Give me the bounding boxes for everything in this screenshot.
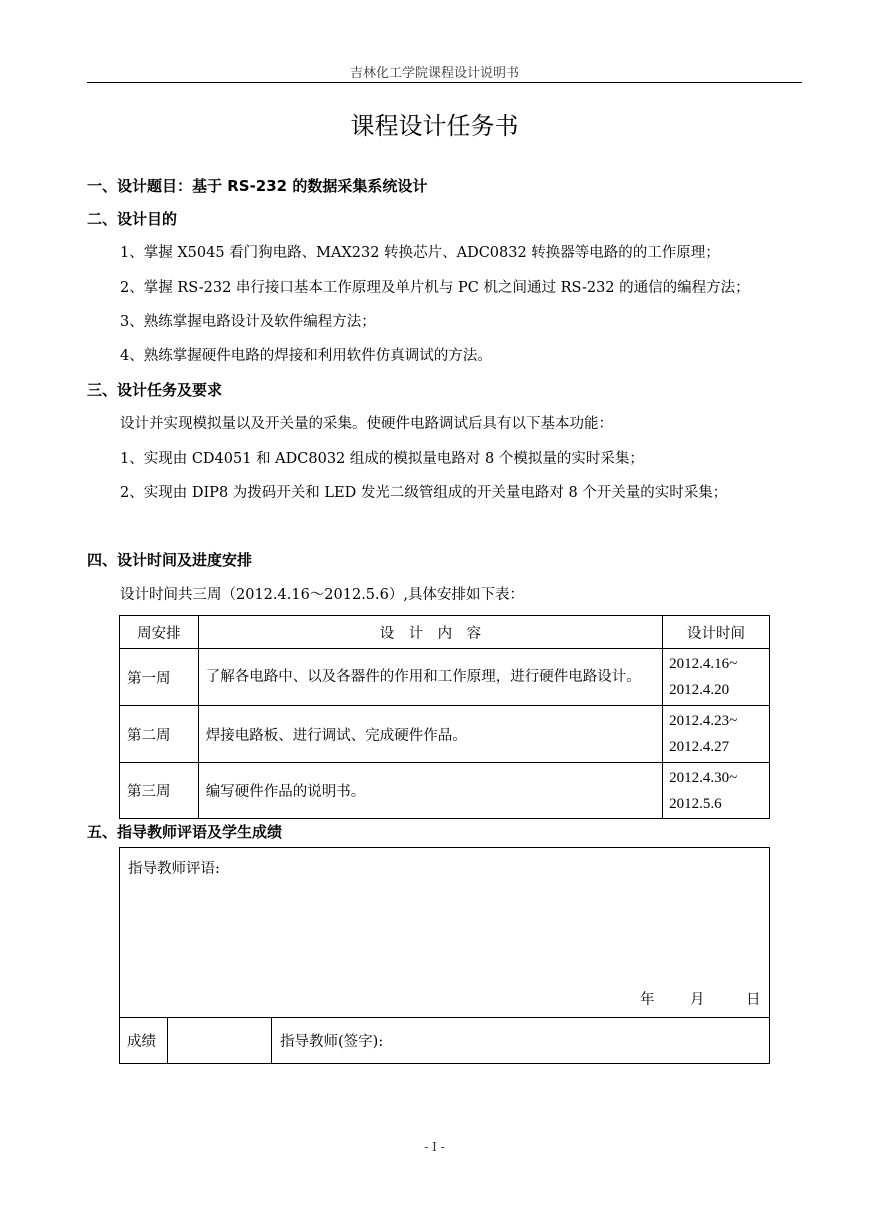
time-end: 2012.5.6 bbox=[669, 795, 722, 812]
grade-row bbox=[120, 1018, 770, 1064]
task-intro: 设计并实现模拟量以及开关量的采集。使硬件电路调试后具有以下基本功能： bbox=[120, 416, 613, 432]
table-row bbox=[120, 706, 770, 763]
objective-item: 2、掌握 RS-232 串行接口基本工作原理及单片机与 PC 机之间通过 RS-232 的通信的编程方法； bbox=[120, 280, 750, 296]
task-item: 1、实现由 CD4051 和 ADC8032 组成的模拟量电路对 8 个模拟量的实时采集； bbox=[120, 451, 644, 467]
week-cell: 第三周 bbox=[120, 763, 199, 819]
section-5-heading: 五、指导教师评语及学生成绩 bbox=[87, 823, 283, 841]
time-start: 2012.4.30~ bbox=[669, 769, 738, 786]
time-cell bbox=[663, 763, 770, 819]
time-cell bbox=[663, 649, 770, 706]
week-cell: 第二周 bbox=[120, 706, 199, 763]
task-item: 2、实现由 DIP8 为拨码开关和 LED 发光二级管组成的开关量电路对 8 个开关量的实时采集； bbox=[120, 485, 728, 501]
content-cell: 了解各电路中、以及各器件的作用和工作原理，进行硬件电路设计。 bbox=[198, 649, 662, 706]
header-week: 周安排 bbox=[120, 616, 199, 649]
table-row bbox=[120, 763, 770, 819]
comment-label: 指导教师评语: bbox=[128, 861, 220, 877]
grade-label: 成绩 bbox=[120, 1018, 168, 1064]
section-4-heading: 四、设计时间及进度安排 bbox=[87, 551, 253, 569]
page-number: - I - bbox=[424, 1140, 445, 1154]
header-rule bbox=[87, 82, 802, 83]
page-title: 课程设计任务书 bbox=[350, 112, 519, 140]
running-header: 吉林化工学院课程设计说明书 bbox=[349, 66, 519, 81]
signature-label: 指导教师(签字): bbox=[272, 1018, 770, 1064]
date-month: 月 bbox=[690, 992, 705, 1008]
time-start: 2012.4.23~ bbox=[669, 713, 738, 729]
grade-value bbox=[168, 1018, 272, 1064]
objective-item: 3、熟练掌握电路设计及软件编程方法； bbox=[120, 314, 376, 330]
comment-row bbox=[120, 848, 770, 1018]
objective-item: 1、掌握 X5045 看门狗电路、MAX232 转换芯片、ADC0832 转换器等电路的的工作原理； bbox=[120, 245, 720, 261]
header-time: 设计时间 bbox=[663, 616, 770, 649]
date-year: 年 bbox=[640, 992, 655, 1008]
date-day: 日 bbox=[746, 992, 761, 1008]
time-start: 2012.4.16~ bbox=[669, 656, 738, 672]
time-cell bbox=[663, 706, 770, 763]
time-end: 2012.4.27 bbox=[669, 739, 730, 755]
comment-cell bbox=[120, 848, 770, 1018]
week-cell: 第一周 bbox=[120, 649, 199, 706]
objective-item: 4、熟练掌握硬件电路的焊接和利用软件仿真调试的方法。 bbox=[120, 348, 492, 364]
section-1-heading: 一、设计题目：基于 RS-232 的数据采集系统设计 bbox=[87, 177, 428, 195]
section-3-heading: 三、设计任务及要求 bbox=[87, 381, 223, 399]
content-cell: 编写硬件作品的说明书。 bbox=[198, 763, 662, 819]
schedule-intro: 设计时间共三周（2012.4.16～2012.5.6）,具体安排如下表： bbox=[120, 587, 524, 603]
table-row bbox=[120, 649, 770, 706]
section-2-heading: 二、设计目的 bbox=[87, 210, 178, 228]
time-end: 2012.4.20 bbox=[669, 682, 730, 698]
evaluation-table bbox=[119, 847, 770, 1064]
header-content: 设 计 内 容 bbox=[198, 616, 662, 649]
content-cell: 焊接电路板、进行调试、完成硬件作品。 bbox=[198, 706, 662, 763]
table-header-row bbox=[120, 616, 770, 649]
schedule-table bbox=[119, 615, 770, 819]
